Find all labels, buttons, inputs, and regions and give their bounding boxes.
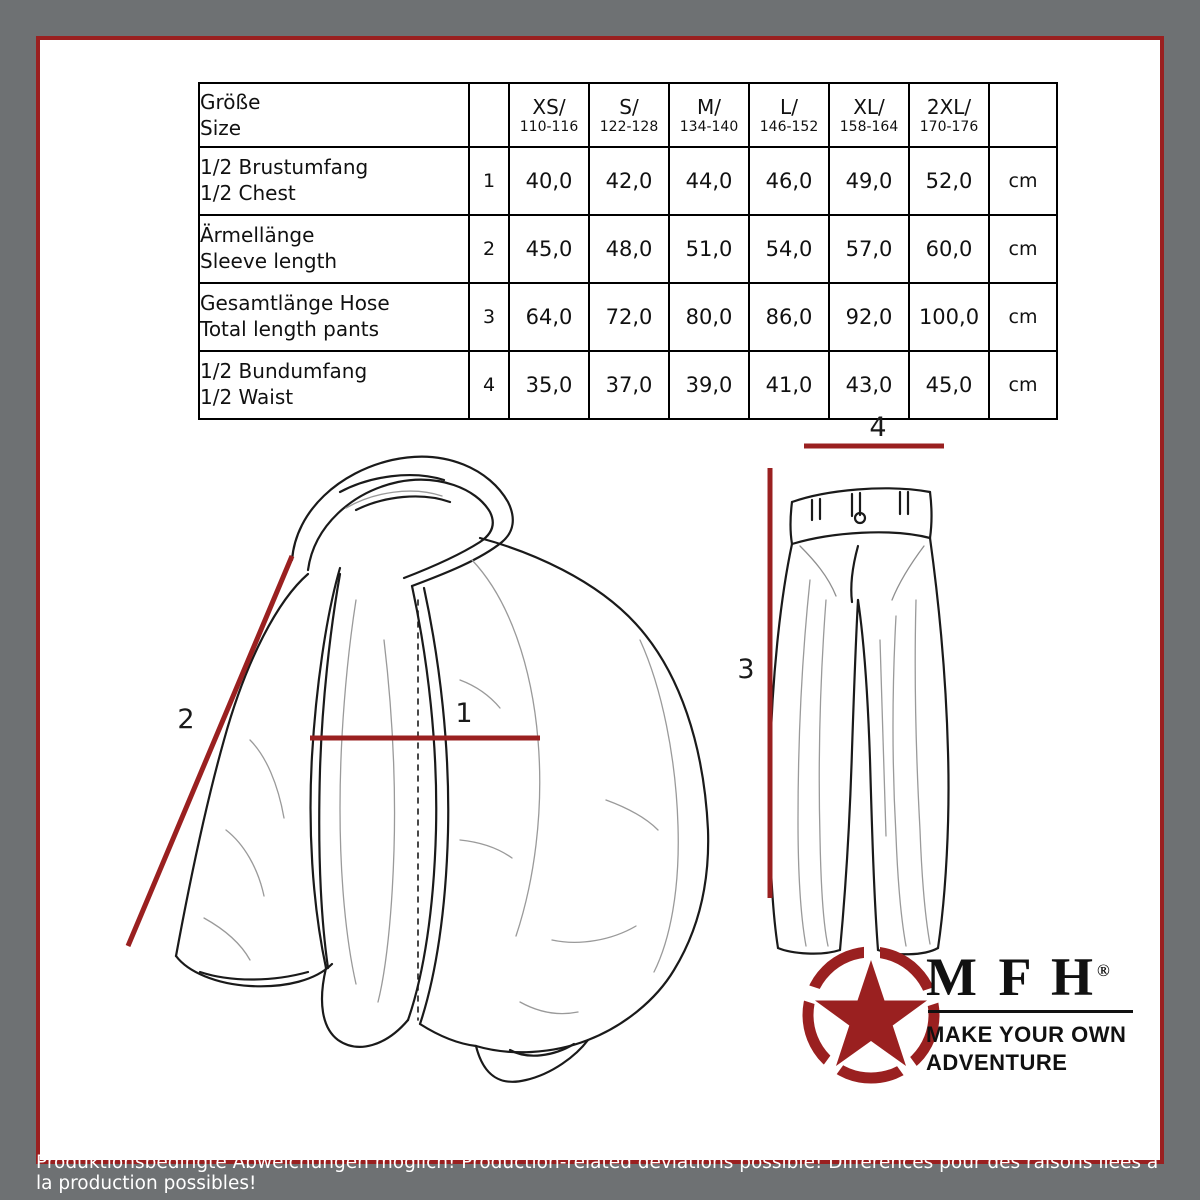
info-card-body	[40, 40, 1160, 1160]
registered-mark: ®	[1096, 961, 1110, 980]
cell-chest-m: 44,0	[669, 147, 749, 215]
header-size-xs: XS/ 110-116	[509, 83, 589, 147]
sleeve-measure-line	[128, 556, 292, 946]
cell-sleeve-xl: 57,0	[829, 215, 909, 283]
cell-sleeve-m: 51,0	[669, 215, 749, 283]
row-index-waist: 4	[469, 351, 509, 419]
size-table-container	[198, 82, 1038, 420]
cell-pants-l: 86,0	[749, 283, 829, 351]
cell-chest-s: 42,0	[589, 147, 669, 215]
table-row	[199, 351, 1057, 419]
cell-pants-2xl: 100,0	[909, 283, 989, 351]
mfh-logo	[796, 940, 1136, 1120]
cell-chest-xs: 40,0	[509, 147, 589, 215]
marker-2-label: 2	[177, 704, 195, 735]
cell-pants-xl: 92,0	[829, 283, 909, 351]
disclaimer-footer	[36, 1146, 1164, 1200]
star-emblem-icon	[796, 940, 946, 1090]
jacket-drawing	[176, 457, 708, 1082]
row-unit-waist: cm	[989, 351, 1057, 419]
header-index-cell	[469, 83, 509, 147]
header-size-l: L/ 146-152	[749, 83, 829, 147]
cell-waist-xl: 43,0	[829, 351, 909, 419]
header-unit-cell	[989, 83, 1057, 147]
table-row	[199, 147, 1057, 215]
header-size-label-en: Size	[200, 116, 242, 140]
tagline-line-1: MAKE YOUR OWN	[926, 1022, 1127, 1047]
row-label-sleeve: Ärmellänge Sleeve length	[199, 215, 469, 283]
row-label-chest: 1/2 Brustumfang 1/2 Chest	[199, 147, 469, 215]
table-row	[199, 283, 1057, 351]
cell-pants-s: 72,0	[589, 283, 669, 351]
cell-pants-xs: 64,0	[509, 283, 589, 351]
cell-waist-m: 39,0	[669, 351, 749, 419]
marker-1-label: 1	[455, 698, 473, 729]
row-unit-chest: cm	[989, 147, 1057, 215]
row-index-chest: 1	[469, 147, 509, 215]
header-size-label	[199, 83, 469, 147]
cell-sleeve-2xl: 60,0	[909, 215, 989, 283]
logo-divider	[928, 1010, 1133, 1013]
row-label-waist: 1/2 Bundumfang 1/2 Waist	[199, 351, 469, 419]
row-unit-pants-length: cm	[989, 283, 1057, 351]
cell-waist-l: 41,0	[749, 351, 829, 419]
cell-chest-2xl: 52,0	[909, 147, 989, 215]
cell-chest-l: 46,0	[749, 147, 829, 215]
cell-waist-s: 37,0	[589, 351, 669, 419]
logo-wordmark	[926, 947, 1141, 1076]
header-size-label-de: Größe	[200, 90, 261, 114]
measurement-lines	[128, 446, 944, 946]
cell-waist-xs: 35,0	[509, 351, 589, 419]
table-row	[199, 215, 1057, 283]
disclaimer-text: Produktionsbedingte Abweichungen möglich! Production-related deviations possible! Différences pour des raisons liées à la production possibles!	[36, 1152, 1159, 1194]
header-size-xl: XL/ 158-164	[829, 83, 909, 147]
header-size-s: S/ 122-128	[589, 83, 669, 147]
size-table	[198, 82, 1058, 420]
pants-drawing	[769, 488, 948, 954]
header-size-m: M/ 134-140	[669, 83, 749, 147]
row-index-sleeve: 2	[469, 215, 509, 283]
header-size-2xl: 2XL/ 170-176	[909, 83, 989, 147]
info-card-frame	[36, 36, 1164, 1164]
table-header-row	[199, 83, 1057, 147]
tagline-line-2: ADVENTURE	[926, 1049, 1068, 1075]
cell-pants-m: 80,0	[669, 283, 749, 351]
cell-sleeve-s: 48,0	[589, 215, 669, 283]
brand-name: M F H®	[926, 947, 1110, 1007]
marker-3-label: 3	[737, 654, 755, 685]
marker-4-label: 4	[869, 412, 887, 443]
cell-chest-xl: 49,0	[829, 147, 909, 215]
cell-waist-2xl: 45,0	[909, 351, 989, 419]
row-index-pants-length: 3	[469, 283, 509, 351]
row-unit-sleeve: cm	[989, 215, 1057, 283]
cell-sleeve-l: 54,0	[749, 215, 829, 283]
row-label-pants-length: Gesamtlänge Hose Total length pants	[199, 283, 469, 351]
cell-sleeve-xs: 45,0	[509, 215, 589, 283]
